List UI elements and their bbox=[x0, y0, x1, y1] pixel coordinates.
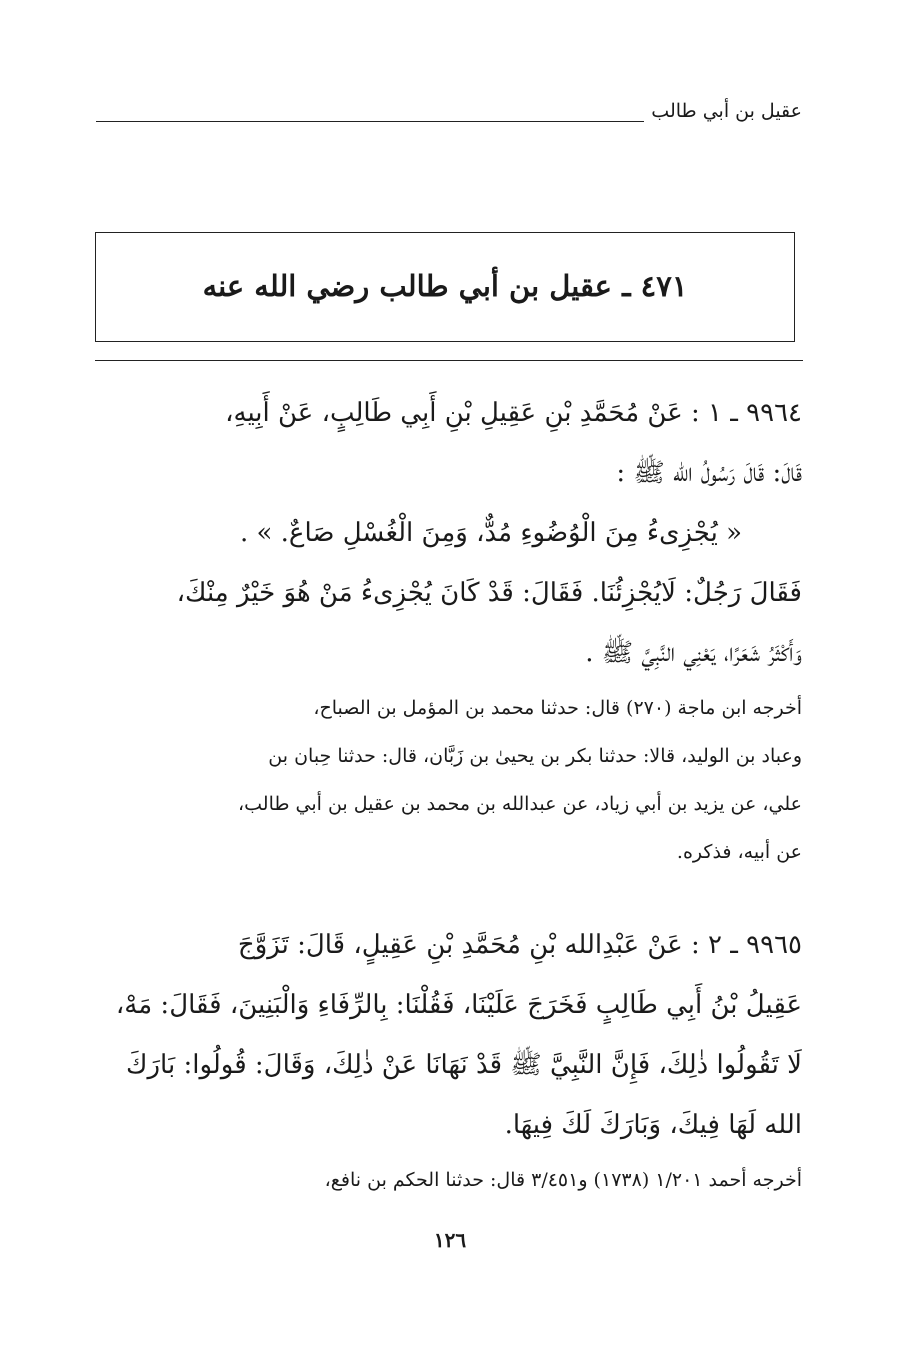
hadith-9965 bbox=[100, 915, 802, 1155]
takhrij-9965 bbox=[100, 1156, 802, 1204]
running-header bbox=[96, 100, 802, 136]
hadith-line: قَالَ: قَالَ رَسُولُ الله ﷺ : bbox=[616, 458, 802, 488]
chapter-title: ٤٧١ ـ عقيل بن أبي طالب رضي الله عنه bbox=[202, 269, 688, 303]
takhrij-line: علي، عن يزيد بن أبي زياد، عن عبدالله بن محمد بن عقيل بن أبي طالب، bbox=[238, 793, 802, 815]
hadith-9964 bbox=[100, 383, 802, 683]
takhrij-line: عن أبيه، فذكره. bbox=[676, 841, 802, 863]
takhrij-line: أخرجه أحمد ١/٢٠١ (١٧٣٨) و٣/٤٥١ قال: حدثنا الحكم بن نافع، bbox=[324, 1169, 802, 1191]
takhrij-line: أخرجه ابن ماجة (٢٧٠) قال: حدثنا محمد بن المؤمل بن الصباح، bbox=[313, 697, 802, 719]
takhrij-line: وعباد بن الوليد، قالا: حدثنا بكر بن يحيىٰ بن زَبَّان، قال: حدثنا حِبان بن bbox=[268, 745, 802, 767]
title-underline bbox=[95, 360, 803, 361]
hadith-line: « يُجْزِىءُ مِنَ الْوُضُوءِ مُدٌّ، وَمِنَ الْغُسْلِ صَاعٌ. » . bbox=[239, 518, 742, 548]
header-rule bbox=[96, 121, 644, 122]
hadith-line: عَقِيلُ بْنُ أَبِي طَالِبٍ فَخَرَجَ عَلَيْنَا، فَقُلْنَا: بِالرِّفَاءِ وَالْبَنِينَ، فَقَالَ: مَهْ، bbox=[115, 990, 802, 1020]
chapter-title-box bbox=[95, 232, 795, 342]
hadith-line: الله لَهَا فِيكَ، وَبَارَكَ لَكَ فِيهَا. bbox=[504, 1110, 802, 1140]
running-title: عقيل بن أبي طالب bbox=[651, 100, 802, 122]
hadith-line: ٩٩٦٥ ـ ٢ : عَنْ عَبْدِالله بْنِ مُحَمَّدِ بْنِ عَقِيلٍ، قَالَ: تَزَوَّجَ bbox=[237, 930, 802, 960]
takhrij-9964 bbox=[100, 684, 802, 876]
hadith-line: لَا تَقُولُوا ذٰلِكَ، فَإِنَّ النَّبِيَّ ﷺ قَدْ نَهَانَا عَنْ ذٰلِكَ، وَقَالَ: قُولُوا: بَارَكَ bbox=[126, 1050, 802, 1080]
hadith-line: فَقَالَ رَجُلٌ: لَايُجْزِئُنَا. فَقَالَ: قَدْ كَانَ يُجْزِىءُ مَنْ هُوَ خَيْرٌ مِنْكَ، bbox=[176, 578, 802, 608]
hadith-line: ٩٩٦٤ ـ ١ : عَنْ مُحَمَّدِ بْنِ عَقِيلِ بْنِ أَبِي طَالِبٍ، عَنْ أَبِيهِ، bbox=[225, 398, 802, 428]
hadith-line: وَأَكْثَرُ شَعَرًا، يَعْنِي النَّبِيَّ ﷺ . bbox=[585, 638, 802, 668]
page-number: ١٢٦ bbox=[433, 1228, 467, 1252]
